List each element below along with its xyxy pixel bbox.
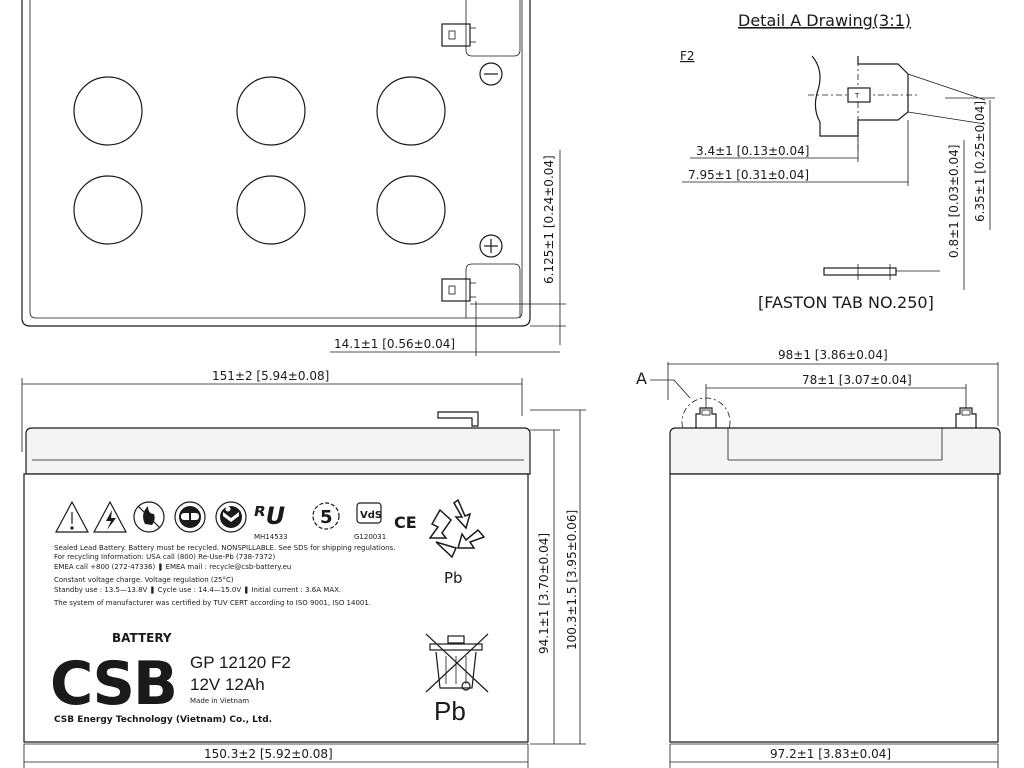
detail-title: Detail A Drawing(3:1) xyxy=(738,11,912,30)
detail-code: F2 xyxy=(680,49,695,63)
side-terminals xyxy=(696,408,976,428)
terminal-positive-top xyxy=(442,235,502,301)
warranty-number: 5 xyxy=(320,507,333,528)
cert-g-label: G120031 xyxy=(354,533,387,541)
terminal-negative-top xyxy=(442,24,502,85)
faston-tab-label: [FASTON TAB NO.250] xyxy=(758,293,934,312)
front-view xyxy=(22,369,586,768)
dim-151-label: 151±2 [5.94±0.08] xyxy=(212,369,330,383)
csb-logo-text: CSB xyxy=(50,649,176,719)
ul-mark: ᴿU xyxy=(254,502,286,530)
dim-94-1-label: 94.1±1 [3.70±0.04] xyxy=(537,532,551,654)
made-in-label: Made in Vietnam xyxy=(190,697,250,705)
dim-14-1-label: 14.1±1 [0.56±0.04] xyxy=(334,337,456,351)
dim-150-3-label: 150.3±2 [5.92±0.08] xyxy=(204,747,333,761)
eye-protection-icon xyxy=(175,502,205,532)
model-number: GP 12120 F2 xyxy=(190,653,291,672)
detail-tab-symbol: T xyxy=(855,92,860,100)
cert-mh-label: MH14533 xyxy=(254,533,288,541)
label-line-2: For recycling Information: USA call (800) Re-Use-Pb (738-7372) xyxy=(54,553,276,561)
dim-3-4-label: 3.4±1 [0.13±0.04] xyxy=(696,144,810,158)
dim-7-95-label: 7.95±1 [0.31±0.04] xyxy=(688,168,810,182)
read-instructions-icon xyxy=(216,502,246,532)
label-line-5: Standby use : 13.5—13.8V ❚ Cycle use : 14.4—15.0V ❚ Initial current : 3.6A MAX. xyxy=(54,586,342,594)
ce-mark: CE xyxy=(394,513,417,532)
battery-rating: 12V 12Ah xyxy=(190,675,265,694)
dim-97-2-label: 97.2±1 [3.83±0.04] xyxy=(770,747,892,761)
cell-caps xyxy=(74,77,445,244)
label-line-4: Constant voltage charge. Voltage regulation (25°C) xyxy=(54,576,234,584)
pb-label: Pb xyxy=(434,696,466,726)
label-line-3: EMEA call +800 (272-47336) ❚ EMEA mail : recycle@csb-battery.eu xyxy=(54,563,292,571)
dim-6-35-label: 6.35±1 [0.25±0.04] xyxy=(973,100,987,222)
label-line-6: The system of manufacturer was certified by TUV CERT according to ISO 9001, ISO 14001. xyxy=(54,599,372,607)
battery-word: BATTERY xyxy=(112,631,172,645)
top-view xyxy=(22,0,566,356)
dim-98-label: 98±1 [3.86±0.04] xyxy=(778,348,888,362)
ul-certification-icon xyxy=(254,502,288,541)
vds-mark: VdS xyxy=(360,510,383,521)
dim-78-label: 78±1 [3.07±0.04] xyxy=(802,373,912,387)
dim-6-125-label: 6.125±1 [0.24±0.04] xyxy=(542,155,556,284)
company-name: CSB Energy Technology (Vietnam) Co., Ltd. xyxy=(54,715,273,725)
marker-a: A xyxy=(636,369,647,388)
label-line-1: Sealed Lead Battery. Battery must be recycled. NONSPILLABLE. See SDS for shipping regulations. xyxy=(54,544,396,552)
recycle-pb-label: Pb xyxy=(444,569,463,587)
side-view xyxy=(636,348,1000,768)
dim-0-8-label: 0.8±1 [0.03±0.04] xyxy=(947,144,961,258)
dim-100-3-label: 100.3±1.5 [3.95±0.06] xyxy=(565,509,579,650)
detail-a xyxy=(680,11,995,312)
